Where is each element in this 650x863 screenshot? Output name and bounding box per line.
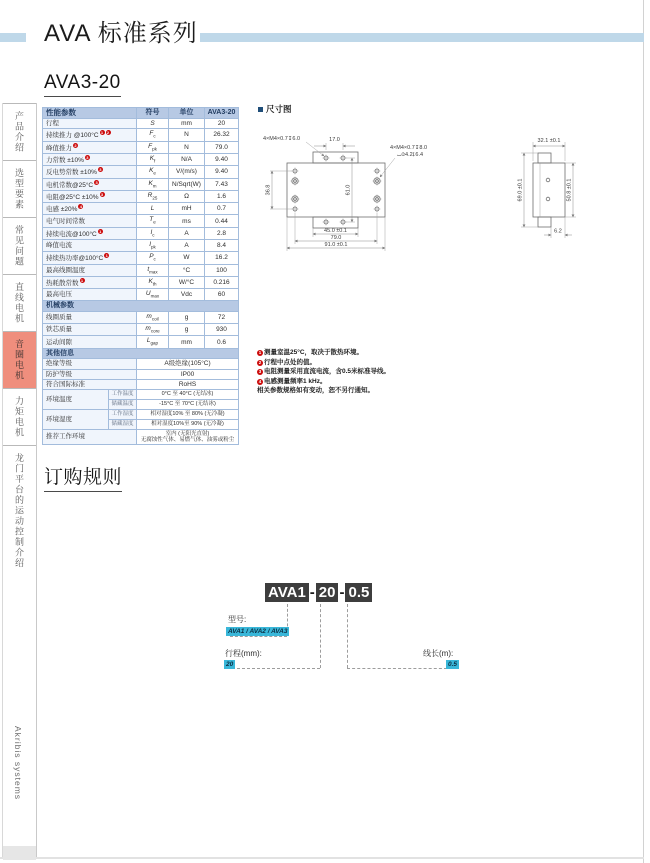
order-code-cable: 0.5 [345, 583, 372, 602]
table-row [43, 119, 239, 129]
order-field-stroke-value: 20 [226, 661, 234, 668]
order-code-dash: - [309, 584, 315, 601]
sidebar-item[interactable] [3, 160, 36, 217]
table-row [43, 324, 239, 336]
order-code-model: AVA1 [265, 583, 309, 602]
order-code [265, 583, 372, 602]
dim-h-center: 61.0 [345, 184, 352, 196]
dim-sv-height-outer: 69.0 ±0.1 [517, 178, 524, 202]
table-row [43, 215, 239, 227]
param-value: 8.4 [205, 240, 239, 252]
table-row [43, 227, 239, 239]
table-row [43, 276, 239, 288]
param-label: 行程 [43, 119, 137, 129]
sidebar-divider [36, 103, 37, 857]
sidebar-item[interactable] [3, 217, 36, 274]
param-label: 环境湿度 [43, 409, 109, 429]
order-connector-line [347, 668, 447, 669]
table-row [43, 429, 239, 444]
table-row [43, 203, 239, 215]
note-number-icon: 2 [258, 359, 262, 365]
note-line: 3 电阻测量采用直流电流，含0.5米标准导线。 [258, 368, 391, 375]
section-header-row [43, 301, 239, 312]
sidebar-item-label: 直线电机 [14, 282, 24, 324]
order-field-stroke-label: 行程(mm): [225, 649, 262, 658]
param-label: 电气时间常数 [43, 215, 137, 227]
table-row [43, 129, 239, 141]
param-unit: mm [169, 336, 205, 348]
param-value: RoHS [137, 379, 239, 389]
order-connector-line [232, 668, 320, 669]
dim-tap-right-1: 4×M4×0.7↧8.0 [390, 145, 428, 151]
note-line: 4 电感测量频率1 kHz。 [258, 377, 327, 385]
col-header: 性能参数 [43, 108, 137, 119]
param-sublabel: 储藏温度 [109, 399, 137, 409]
model-heading: AVA3-20 [44, 72, 121, 97]
table-row [43, 178, 239, 190]
table-row [43, 289, 239, 301]
param-unit: N [169, 141, 205, 153]
order-connector-line [320, 604, 321, 668]
param-value: -15°C 至 70°C (无结冰) [137, 399, 239, 409]
note-ref-icon: 2 [74, 142, 77, 148]
sidebar-item-label: 音圈电机 [14, 339, 24, 381]
dim-w-outer: 91.0 ±0.1 [324, 242, 348, 248]
table-header-row [43, 108, 239, 119]
param-unit: A [169, 240, 205, 252]
param-label: 符合国际标准 [43, 379, 137, 389]
param-label: 电机常数@25°C 3 [43, 178, 137, 190]
param-value: 0.6 [205, 336, 239, 348]
param-unit: °C [169, 264, 205, 276]
param-symbol: $m_{coil}$ [137, 311, 169, 323]
note-ref-icon: 1 [105, 253, 108, 259]
param-value: IP00 [137, 369, 239, 379]
table-row [43, 153, 239, 165]
param-value: 0.216 [205, 276, 239, 288]
order-connector-line [347, 604, 348, 668]
footnotes [257, 348, 487, 396]
param-label: 环境温度 [43, 389, 109, 409]
dim-h-left: 36.8 [265, 184, 272, 196]
param-unit: Ω [169, 190, 205, 202]
table-row [43, 141, 239, 153]
param-label: 持续热功率@100°C 1 [43, 252, 137, 264]
table-row [43, 240, 239, 252]
param-symbol: $t_{max}$ [137, 264, 169, 276]
param-value: 930 [205, 324, 239, 336]
param-unit: W/°C [169, 276, 205, 288]
note-line: 2 行程中点处的值。 [258, 358, 316, 366]
table-row [43, 311, 239, 323]
param-value: 0.44 [205, 215, 239, 227]
dim-w-inner: 45.0 ±0.1 [324, 228, 347, 234]
section-header-row [43, 348, 239, 359]
title-accent-bar-left [0, 33, 26, 42]
param-label: 线圈质量 [43, 311, 137, 323]
sidebar-item[interactable] [3, 274, 36, 331]
param-symbol: $F_c$ [137, 129, 169, 141]
order-code-dash: - [339, 584, 345, 601]
table-row [43, 166, 239, 178]
section-title: 机械参数 [43, 301, 239, 312]
param-sublabel: 储藏湿度 [109, 419, 137, 429]
section-title: 其他信息 [43, 348, 239, 359]
note-ref-icon: 4 [79, 204, 82, 210]
param-label: 力常数 ±10% 3 [43, 153, 137, 165]
param-value: 26.32 [205, 129, 239, 141]
param-symbol: S [137, 119, 169, 129]
ordering-heading: 订购规则 [44, 462, 122, 492]
param-unit: W [169, 252, 205, 264]
param-label: 电感 ±20% 4 [43, 203, 137, 215]
note-number-icon: 4 [258, 378, 262, 384]
order-field-model-value: AVA1 / AVA2 / AVA3 [228, 628, 288, 635]
param-value: 0°C 至 40°C (无结冰) [137, 389, 239, 399]
param-unit: N [169, 129, 205, 141]
param-unit: ms [169, 215, 205, 227]
param-symbol: $R_{25}$ [137, 190, 169, 202]
sidebar-item-label: 龙门平台的运动控制介绍 [14, 453, 24, 569]
note-ref-icon: 1 [80, 277, 84, 283]
table-row [43, 389, 239, 399]
param-label: 持续电流@100°C 1 [43, 227, 137, 239]
order-field-model-label: 型号: [228, 615, 247, 624]
table-row [43, 252, 239, 264]
param-symbol: $I_c$ [137, 227, 169, 239]
note-ref-icon: 2 [106, 130, 110, 136]
dim-sv-height-inner: 50.8 ±0.1 [566, 178, 573, 202]
param-value: 2.8 [205, 227, 239, 239]
param-value: A级绝缘(105°C) [137, 359, 239, 369]
param-symbol: $K_f$ [137, 153, 169, 165]
note-ref-icon: 3 [86, 154, 89, 160]
param-symbol: $m_{core}$ [137, 324, 169, 336]
order-code-stroke: 20 [316, 583, 339, 602]
table-row [43, 379, 239, 389]
param-unit: Vdc [169, 289, 205, 301]
spec-table [42, 107, 239, 445]
param-value: 9.40 [205, 153, 239, 165]
note-ref-icon: 3 [95, 179, 98, 185]
note-ref-icon: 3 [99, 167, 102, 173]
dim-tap-top: 4×M4×0.7↧6.0 [263, 136, 301, 142]
col-header: 单位 [169, 108, 205, 119]
front-view [263, 135, 427, 251]
param-symbol: L [137, 203, 169, 215]
param-unit: A [169, 227, 205, 239]
sidebar-bottom-band [3, 846, 36, 860]
title-accent-bar-right [200, 33, 644, 42]
param-value: 相对湿度10%至 90% (无冷凝) [137, 419, 239, 429]
note-footer: 相关参数规格如有变动，恕不另行通知。 [257, 387, 374, 394]
param-unit: mH [169, 203, 205, 215]
note-number-icon: 3 [258, 369, 262, 374]
sidebar [3, 103, 36, 576]
note-number-icon: 1 [258, 350, 262, 355]
param-label: 峰值电流 [43, 240, 137, 252]
param-symbol: $L_{gap}$ [137, 336, 169, 348]
page-bottom-border [0, 857, 644, 859]
dim-tap-right-2: ⌴⌀4.2↧6.4 [397, 152, 424, 158]
param-label: 电阻@25°C ±10% 3 [43, 190, 137, 202]
param-sublabel: 工作温度 [109, 389, 137, 399]
param-symbol: $K_m$ [137, 178, 169, 190]
param-unit: V/(m/s) [169, 166, 205, 178]
param-label: 绝缘等级 [43, 359, 137, 369]
param-value: 室内 (无阳光直射) 无腐蚀性气体、易燃气体、油雾或粉尘 [137, 429, 239, 444]
note-ref-icon: 1 [99, 228, 102, 234]
dimension-section-label [258, 103, 292, 115]
param-value: 0.7 [205, 203, 239, 215]
table-row [43, 190, 239, 202]
param-label: 最高电压 [43, 289, 137, 301]
page-title: AVA 标准系列 [44, 20, 198, 47]
table-row [43, 336, 239, 348]
sidebar-item[interactable] [3, 331, 36, 388]
dim-pitch-top: 17.0 [329, 137, 340, 143]
col-header: AVA3-20 [205, 108, 239, 119]
param-unit: N/A [169, 153, 205, 165]
sidebar-item-label: 选型要素 [14, 168, 24, 210]
param-sublabel: 工作湿度 [109, 409, 137, 419]
param-symbol: $T_e$ [137, 215, 169, 227]
param-unit: mm [169, 119, 205, 129]
sidebar-item-label: 力矩电机 [14, 396, 24, 438]
param-label: 持续推力 @100°C 1 2 [43, 129, 137, 141]
param-label: 峰值推力 2 [43, 141, 137, 153]
table-row [43, 409, 239, 419]
param-symbol: $K_e$ [137, 166, 169, 178]
param-symbol: $F_{pk}$ [137, 141, 169, 153]
sidebar-item[interactable] [3, 103, 36, 160]
param-unit: g [169, 311, 205, 323]
brand-text: Akribis systems [13, 726, 23, 801]
param-unit: g [169, 324, 205, 336]
param-symbol: $I_{pk}$ [137, 240, 169, 252]
order-field-cable-label: 线长(m): [423, 649, 454, 658]
param-label: 铁芯质量 [43, 324, 137, 336]
note-ref-icon: 3 [100, 191, 104, 197]
param-value: 16.2 [205, 252, 239, 264]
note-ref-icon: 1 [100, 130, 104, 136]
note-line: 1 测量室温25°C，取决于散热环境。 [258, 349, 364, 356]
param-symbol: $U_{max}$ [137, 289, 169, 301]
dimension-section-text: 尺寸图 [266, 104, 292, 114]
dim-sv-width: 32.1 ±0.1 [537, 138, 561, 144]
param-value: 9.40 [205, 166, 239, 178]
param-label: 反电势常数 ±10% 3 [43, 166, 137, 178]
sidebar-item-label: 产品介绍 [14, 111, 24, 153]
param-value: 100 [205, 264, 239, 276]
param-value: 72 [205, 311, 239, 323]
param-label: 防护等级 [43, 369, 137, 379]
param-unit: N/Sqrt(W) [169, 178, 205, 190]
sidebar-item[interactable] [3, 445, 36, 576]
table-row [43, 359, 239, 369]
param-value: 7.43 [205, 178, 239, 190]
dim-sv-offset: 6.2 [554, 228, 562, 235]
section-marker-icon [258, 107, 263, 112]
dimension-drawing [256, 126, 644, 254]
side-view [518, 138, 577, 238]
table-row [43, 369, 239, 379]
order-connector-line [230, 636, 287, 637]
param-label: 热耗散常数 1 [43, 276, 137, 288]
param-label: 推荐工作环境 [43, 429, 137, 444]
param-label: 运动间隙 [43, 336, 137, 348]
param-label: 最高线圈温度 [43, 264, 137, 276]
param-value: 20 [205, 119, 239, 129]
order-field-cable-value: 0.5 [448, 661, 458, 668]
param-value: 60 [205, 289, 239, 301]
param-symbol: $P_c$ [137, 252, 169, 264]
sidebar-item[interactable] [3, 388, 36, 445]
sidebar-item-label: 常见问题 [14, 225, 24, 267]
dim-w-mid: 79.0 [330, 235, 342, 241]
param-value: 相对湿度10% 至 80% (无冷凝) [137, 409, 239, 419]
col-header: 符号 [137, 108, 169, 119]
param-value: 79.0 [205, 141, 239, 153]
param-symbol: $K_{th}$ [137, 276, 169, 288]
param-value: 1.6 [205, 190, 239, 202]
table-row [43, 264, 239, 276]
